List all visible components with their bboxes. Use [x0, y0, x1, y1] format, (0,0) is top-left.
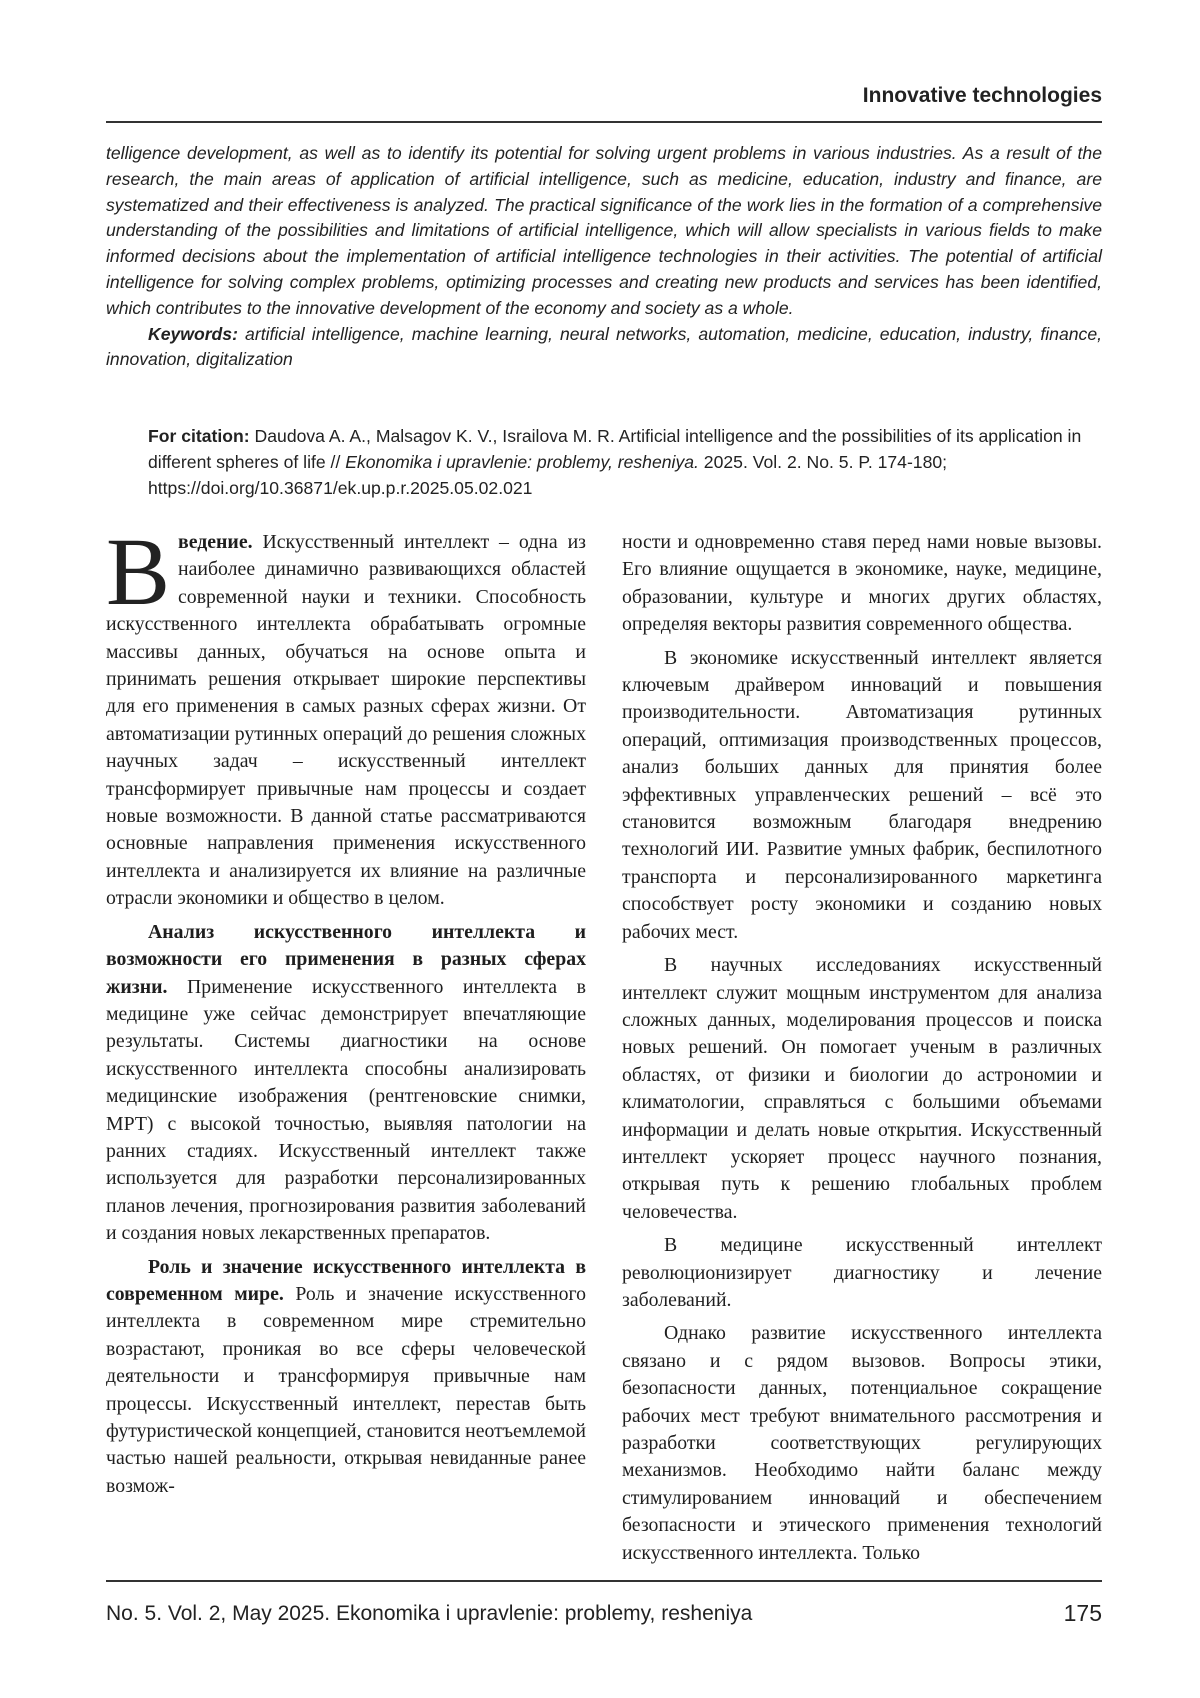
drop-cap: В — [106, 518, 171, 625]
role-text: Роль и значение искусственного интеллекта в современном мире стремительно возрастают, проникая во все сферы человеческой деятельности и трансформируя привычные нам процессы. Искусственный интеллект, перестав быть футуристической концепцией, становится неотъемлемой частью нашей реальности, открывая невиданные ранее возмож- — [106, 1282, 586, 1497]
medicine-paragraph: В медицине искусственный интеллект революционизирует диагностику и лечение заболеваний. — [622, 1234, 1102, 1311]
running-header: Innovative technologies — [862, 84, 1102, 107]
footer-journal-line: No. 5. Vol. 2, May 2025. Ekonomika i upravlenie: problemy, resheniya — [106, 1602, 753, 1625]
footer-rule — [106, 1580, 1102, 1582]
header-rule — [106, 121, 1102, 123]
economy-paragraph: В экономике искусственный интеллект является ключевым драйвером инноваций и повышения производительности. Автоматизация рутинных операций, оптимизация производственных процессов, анализ больших данных для принятия более эффективных управленческих решений – всё это становится возможным благодаря внедрению технологий ИИ. Развитие умных фабрик, беспилотного транспорта и персонализированного маркетинга способствует росту экономики и созданию новых рабочих мест. — [622, 646, 1102, 943]
continuation-paragraph: ности и одновременно ставя перед нами новые вызовы. Его влияние ощущается в экономике, науке, медицине, образовании, культуре и многих других областях, определяя векторы развития современного общества. — [622, 531, 1102, 636]
analysis-paragraph — [106, 919, 586, 1248]
role-paragraph — [106, 1254, 586, 1501]
page-number: 175 — [1063, 1600, 1102, 1626]
citation-journal: Ekonomika i upravlenie: problemy, resheniya. — [345, 451, 699, 472]
abstract-text: telligence development, as well as to identify its potential for solving urgent problems in various industries. As a result of the research, the main areas of application of artificial intelligence, such as medicine, education, industry and finance, are systematized and their effectiveness is analyzed. The practical significance of the work lies in the formation of a comprehensive understanding of the possibilities and limitations of artificial intelligence, which will allow specialists in various fields to make informed decisions about the implementation of artificial intelligence technologies in their activities. The potential of artificial intelligence for solving complex problems, optimizing processes and creating new products and services has been identified, which contributes to the innovative development of the economy and society as a whole. — [106, 143, 1102, 318]
keywords-text: artificial intelligence, machine learning, neural networks, automation, medicine, education, industry, finance, innovation, digitalization — [106, 323, 1102, 370]
analysis-text: Применение искусственного интеллекта в медицине уже сейчас демонстрирует впечатляющие результаты. Системы диагностики на основе искусственного интеллекта способны анализировать медицинские изображения (рентгеновские снимки, МРТ) с высокой точностью, выявляя патологии на ранних стадиях. Искусственный интеллект также используется для разработки персонализированных планов лечения, прогнозирования развития заболеваний и создания новых лекарственных препаратов. — [106, 975, 586, 1245]
analysis-heading: Анализ искусственного интеллекта и возможности его применения в разных сферах жизни. — [106, 920, 586, 998]
citation-text-before: Daudova A. A., Malsagov K. V., Israilova M. R. Artificial intelligence and the possibilities of its application in different spheres of life // — [148, 426, 1082, 472]
keywords-line — [106, 322, 1102, 374]
right-column — [622, 529, 1102, 1573]
intro-text: Искусственный интеллект – одна из наиболее динамично развивающихся областей современной науки и техники. Способность искусственного интеллекта обрабатывать огромные массивы данных, обучаться на основе опыта и принимать решения открывает широкие перспективы для его применения в самых разных сферах жизни. От автоматизации рутинных операций до решения сложных научных задач – искусственный интеллект трансформирует привычные нам процессы и создает новые возможности. В данной статье рассматриваются основные направления применения искусственного интеллекта и анализируется их влияние на различные отрасли экономики и общество в целом. — [106, 531, 586, 910]
citation-text-after: 2025. Vol. 2. No. 5. P. 174-180; https://doi.org/10.36871/ek.up.p.r.2025.05.02.021 — [148, 451, 948, 498]
intro-heading: ведение. — [178, 531, 253, 553]
intro-paragraph — [106, 518, 586, 913]
keywords-label: Keywords: — [148, 323, 238, 344]
science-paragraph: В научных исследованиях искусственный интеллект служит мощным инструментом для анализа сложных данных, моделирования процессов и поиска новых решений. Он помогает ученым в различных областях, от физики и биологии до астрономии и климатологии, справляться с большими объемами информации и делать новые открытия. Искусственный интеллект ускоряет процесс научного познания, открывая путь к решению глобальных проблем человечества. — [622, 954, 1102, 1223]
abstract-block — [106, 141, 1102, 373]
challenges-paragraph: Однако развитие искусственного интеллекта связано и с рядом вызовов. Вопросы этики, безопасности данных, потенциальное сокращение рабочих мест требуют внимательного рассмотрения и разработки соответствующих регулирующих механизмов. Необходимо найти баланс между стимулированием инноваций и обеспечением безопасности и этического применения технологий искусственного интеллекта. Только — [622, 1322, 1102, 1564]
citation-block — [148, 424, 1102, 501]
citation-label: For citation: — [148, 426, 250, 446]
role-heading: Роль и значение искусственного интеллекта в современном мире. — [106, 1255, 586, 1305]
left-column — [106, 518, 586, 1506]
